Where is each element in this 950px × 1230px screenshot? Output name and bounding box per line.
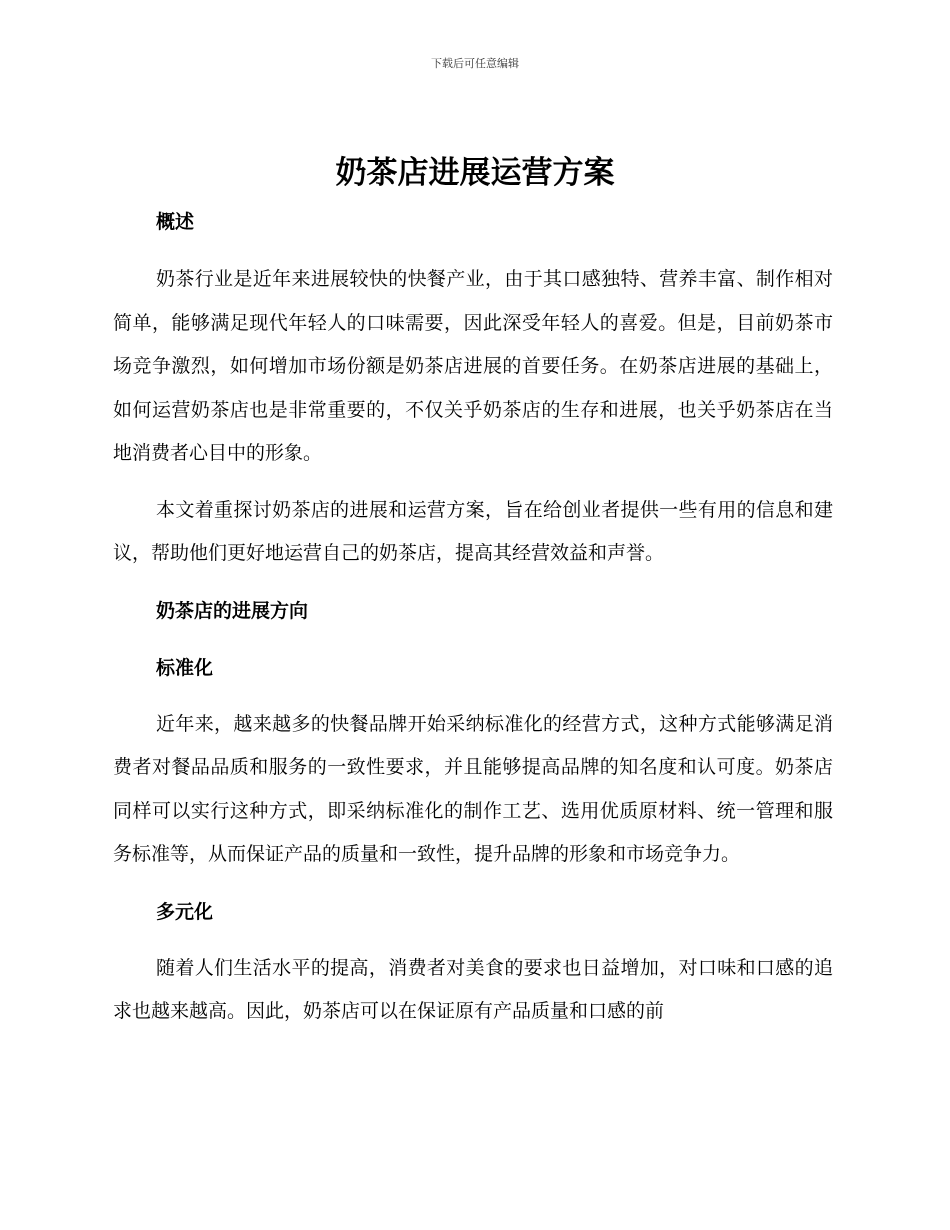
section-heading-overview: 概述 [156,211,195,233]
spacer [113,877,833,890]
document-title: 奶茶店进展运营方案 [335,155,615,191]
paragraph: 近年来，越来越多的快餐品牌开始采纳标准化的经营方式，这种方式能够满足消费者对餐品品质和服务的一致性要求，并且能够提高品牌的知名度和认可度。奶茶店同样可以实行这种方式，即采纳标准化的制作工艺、选用优质原材料、统一管理和服务标准等，从而保证产品的质量和一致性，提升品牌的形象和市场竞争力。 [113,712,833,865]
spacer [113,690,833,703]
spacer [113,476,833,489]
paragraph: 随着人们生活水平的提高，消费者对美食的要求也日益增加，对口味和口感的追求也越来越高。因此，奶茶店可以在保证原有产品质量和口感的前 [113,956,833,1022]
spacer [113,576,833,589]
document-body [113,200,833,1034]
spacer [113,934,833,947]
spacer [113,244,833,258]
section-heading-direction: 奶茶店的进展方向 [156,599,309,622]
paragraph: 本文着重探讨奶茶店的进展和运营方案，旨在给创业者提供一些有用的信息和建议，帮助他们更好地运营自己的奶茶店，提高其经营效益和声誉。 [113,498,833,564]
header-note: 下载后可任意编辑 [431,57,519,70]
paragraph: 奶茶行业是近年来进展较快的快餐产业，由于其口感独特、营养丰富、制作相对简单，能够满足现代年轻人的口味需要，因此深受年轻人的喜爱。但是，目前奶茶市场竞争激烈，如何增加市场份额是奶茶店进展的首要任务。在奶茶店进展的基础上，如何运营奶茶店也是非常重要的，不仅关乎奶茶店的生存和进展，也关乎奶茶店在当地消费者心目中的形象。 [113,268,833,464]
section-heading-diversification: 多元化 [156,900,214,923]
section-heading-standardization: 标准化 [156,656,214,679]
spacer [113,633,833,646]
